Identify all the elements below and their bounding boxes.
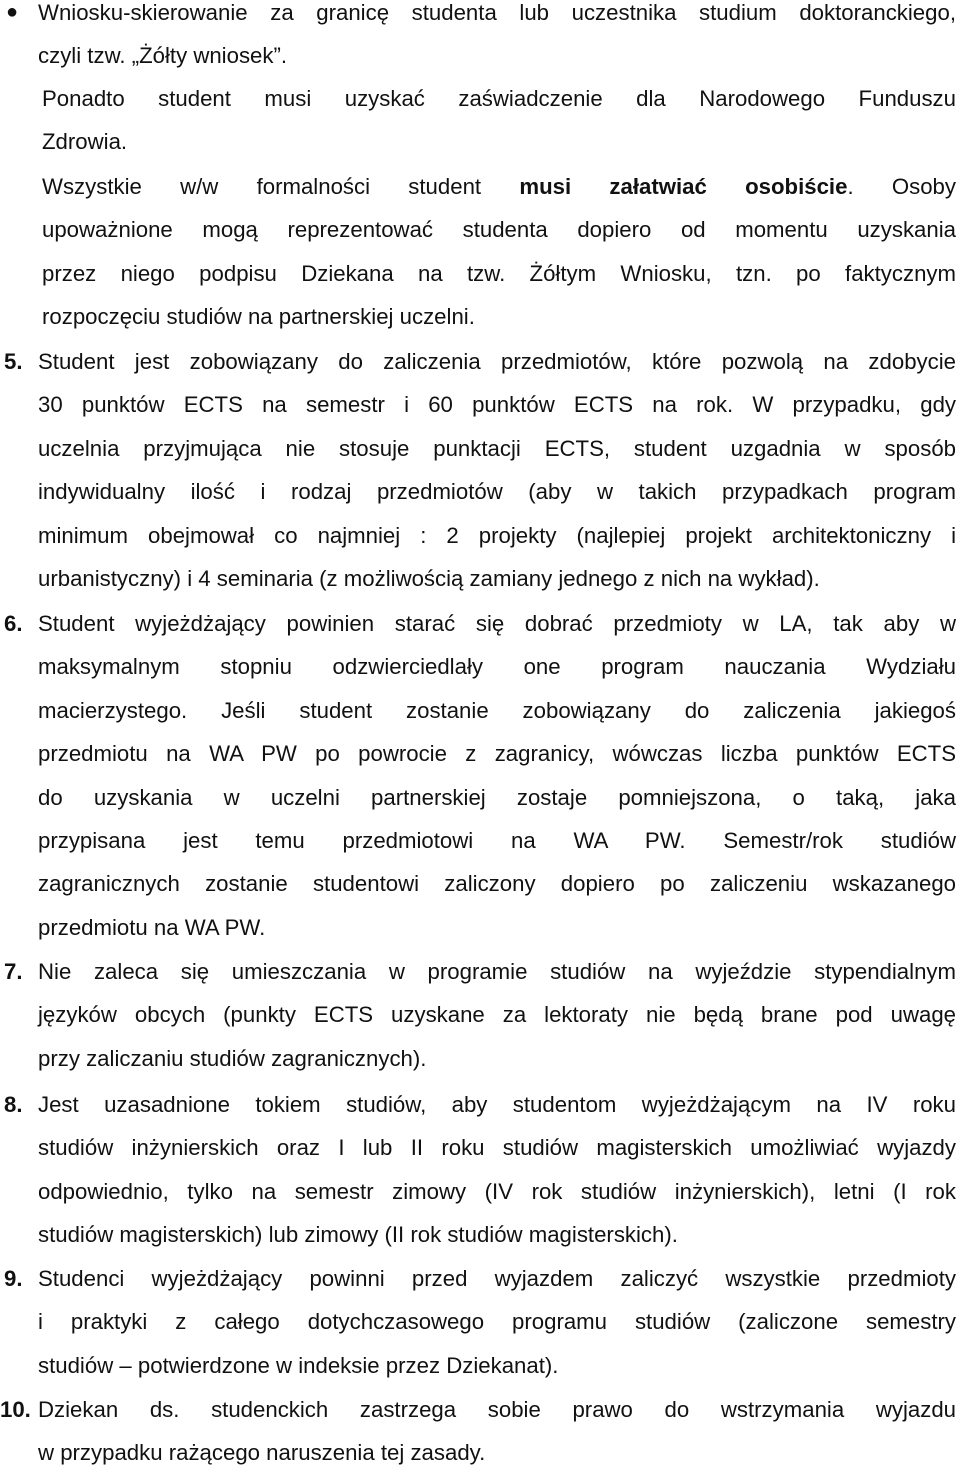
item-number: 5.: [4, 349, 23, 374]
text-line: studiów – potwierdzone w indeksie przez Dziekanat).: [38, 1352, 559, 1378]
bullet-paragraph: [38, 0, 956, 78]
text-line: Wniosku-skierowanie za granicę studenta lub uczestnika studium doktoranckiego,: [38, 0, 956, 25]
text-run: . Osoby: [847, 174, 956, 199]
item-number: 10.: [0, 1397, 31, 1422]
text-line: przez niego podpisu Dziekana na tzw. Żółtym Wniosku, tzn. po faktycznym: [42, 260, 956, 286]
text-line: przy zaliczaniu studiów zagranicznych).: [38, 1045, 427, 1071]
formalities-paragraph: [42, 165, 956, 339]
bold-text: musi załatwiać osobiście: [519, 174, 848, 199]
text-line: rozpoczęciu studiów na partnerskiej uczelni.: [42, 304, 475, 330]
list-item: [38, 1388, 956, 1475]
text-line: Zdrowia.: [42, 129, 128, 155]
text-line: Student wyjeżdżający powinien starać się dobrać przedmioty w LA, tak aby w: [38, 611, 956, 636]
text-line: urbanistyczny) i 4 seminaria (z możliwością zamiany jednego z nich na wykład).: [38, 565, 820, 591]
text-line: [42, 165, 956, 208]
text-line: studiów inżynierskich oraz I lub II roku studiów magisterskich umożliwiać wyjazdy: [38, 1135, 956, 1161]
text-line: Student jest zobowiązany do zaliczenia przedmiotów, które pozwolą na zdobycie: [38, 349, 956, 374]
text-line: Studenci wyjeżdżający powinni przed wyjazdem zaliczyć wszystkie przedmioty: [38, 1266, 956, 1291]
text-line: studiów magisterskich) lub zimowy (II rok studiów magisterskich).: [38, 1222, 678, 1248]
text-line: macierzystego. Jeśli student zostanie zobowiązany do zaliczenia jakiegoś: [38, 697, 956, 723]
text-line: 30 punktów ECTS na semestr i 60 punktów ECTS na rok. W przypadku, gdy: [38, 392, 956, 418]
text-line: przypisana jest temu przedmiotowi na WA PW. Semestr/rok studiów: [38, 827, 956, 853]
text-line: Dziekan ds. studenckich zastrzega sobie prawo do wstrzymania wyjazdu: [38, 1397, 956, 1422]
text-line: minimum obejmował co najmniej : 2 projekty (najlepiej projekt architektoniczny i: [38, 522, 956, 548]
text-line: Nie zaleca się umieszczania w programie studiów na wyjeździe stypendialnym: [38, 959, 956, 984]
item-number: 7.: [4, 959, 23, 984]
nfz-paragraph: [42, 77, 956, 164]
text-line: indywidualny ilość i rodzaj przedmiotów (aby w takich przypadkach program: [38, 479, 956, 505]
text-line: Ponadto student musi uzyskać zaświadczenie dla Narodowego Funduszu: [42, 86, 956, 111]
list-item: [38, 1257, 956, 1387]
text-line: języków obcych (punkty ECTS uzyskane za lektoraty nie będą brane pod uwagę: [38, 1002, 956, 1028]
text-line: czyli tzw. „Żółty wniosek”.: [38, 43, 288, 69]
item-number: 9.: [4, 1266, 23, 1291]
text-line: odpowiednio, tylko na semestr zimowy (IV rok studiów inżynierskich), letni (I rok: [38, 1178, 956, 1204]
item-number: 8.: [4, 1092, 23, 1117]
text-line: przedmiotu na WA PW po powrocie z zagranicy, wówczas liczba punktów ECTS: [38, 741, 956, 767]
text-line: upoważnione mogą reprezentować studenta dopiero od momentu uzyskania: [42, 217, 956, 243]
list-item: [38, 1083, 956, 1257]
text-line: i praktyki z całego dotychczasowego programu studiów (zaliczone semestry: [38, 1309, 956, 1335]
list-item: [38, 340, 956, 600]
text-line: do uzyskania w uczelni partnerskiej zostaje pomniejszona, o taką, jaka: [38, 784, 956, 810]
item-number: 6.: [4, 611, 23, 636]
bullet-icon: ●: [6, 1, 19, 23]
text-line: uczelnia przyjmująca nie stosuje punktacji ECTS, student uzgadnia w sposób: [38, 435, 956, 461]
text-line: Jest uzasadnione tokiem studiów, aby studentom wyjeżdżającym na IV roku: [38, 1092, 956, 1117]
text-line: w przypadku rażącego naruszenia tej zasady.: [38, 1440, 486, 1466]
text-line: przedmiotu na WA PW.: [38, 914, 266, 940]
list-item: [38, 602, 956, 949]
text-line: maksymalnym stopniu odzwierciedlały one program nauczania Wydziału: [38, 654, 956, 680]
list-item: [38, 950, 956, 1080]
text-line: zagranicznych zostanie studentowi zaliczony dopiero po zaliczeniu wskazanego: [38, 871, 956, 897]
text-run: Wszystkie w/w formalności student: [42, 174, 520, 199]
